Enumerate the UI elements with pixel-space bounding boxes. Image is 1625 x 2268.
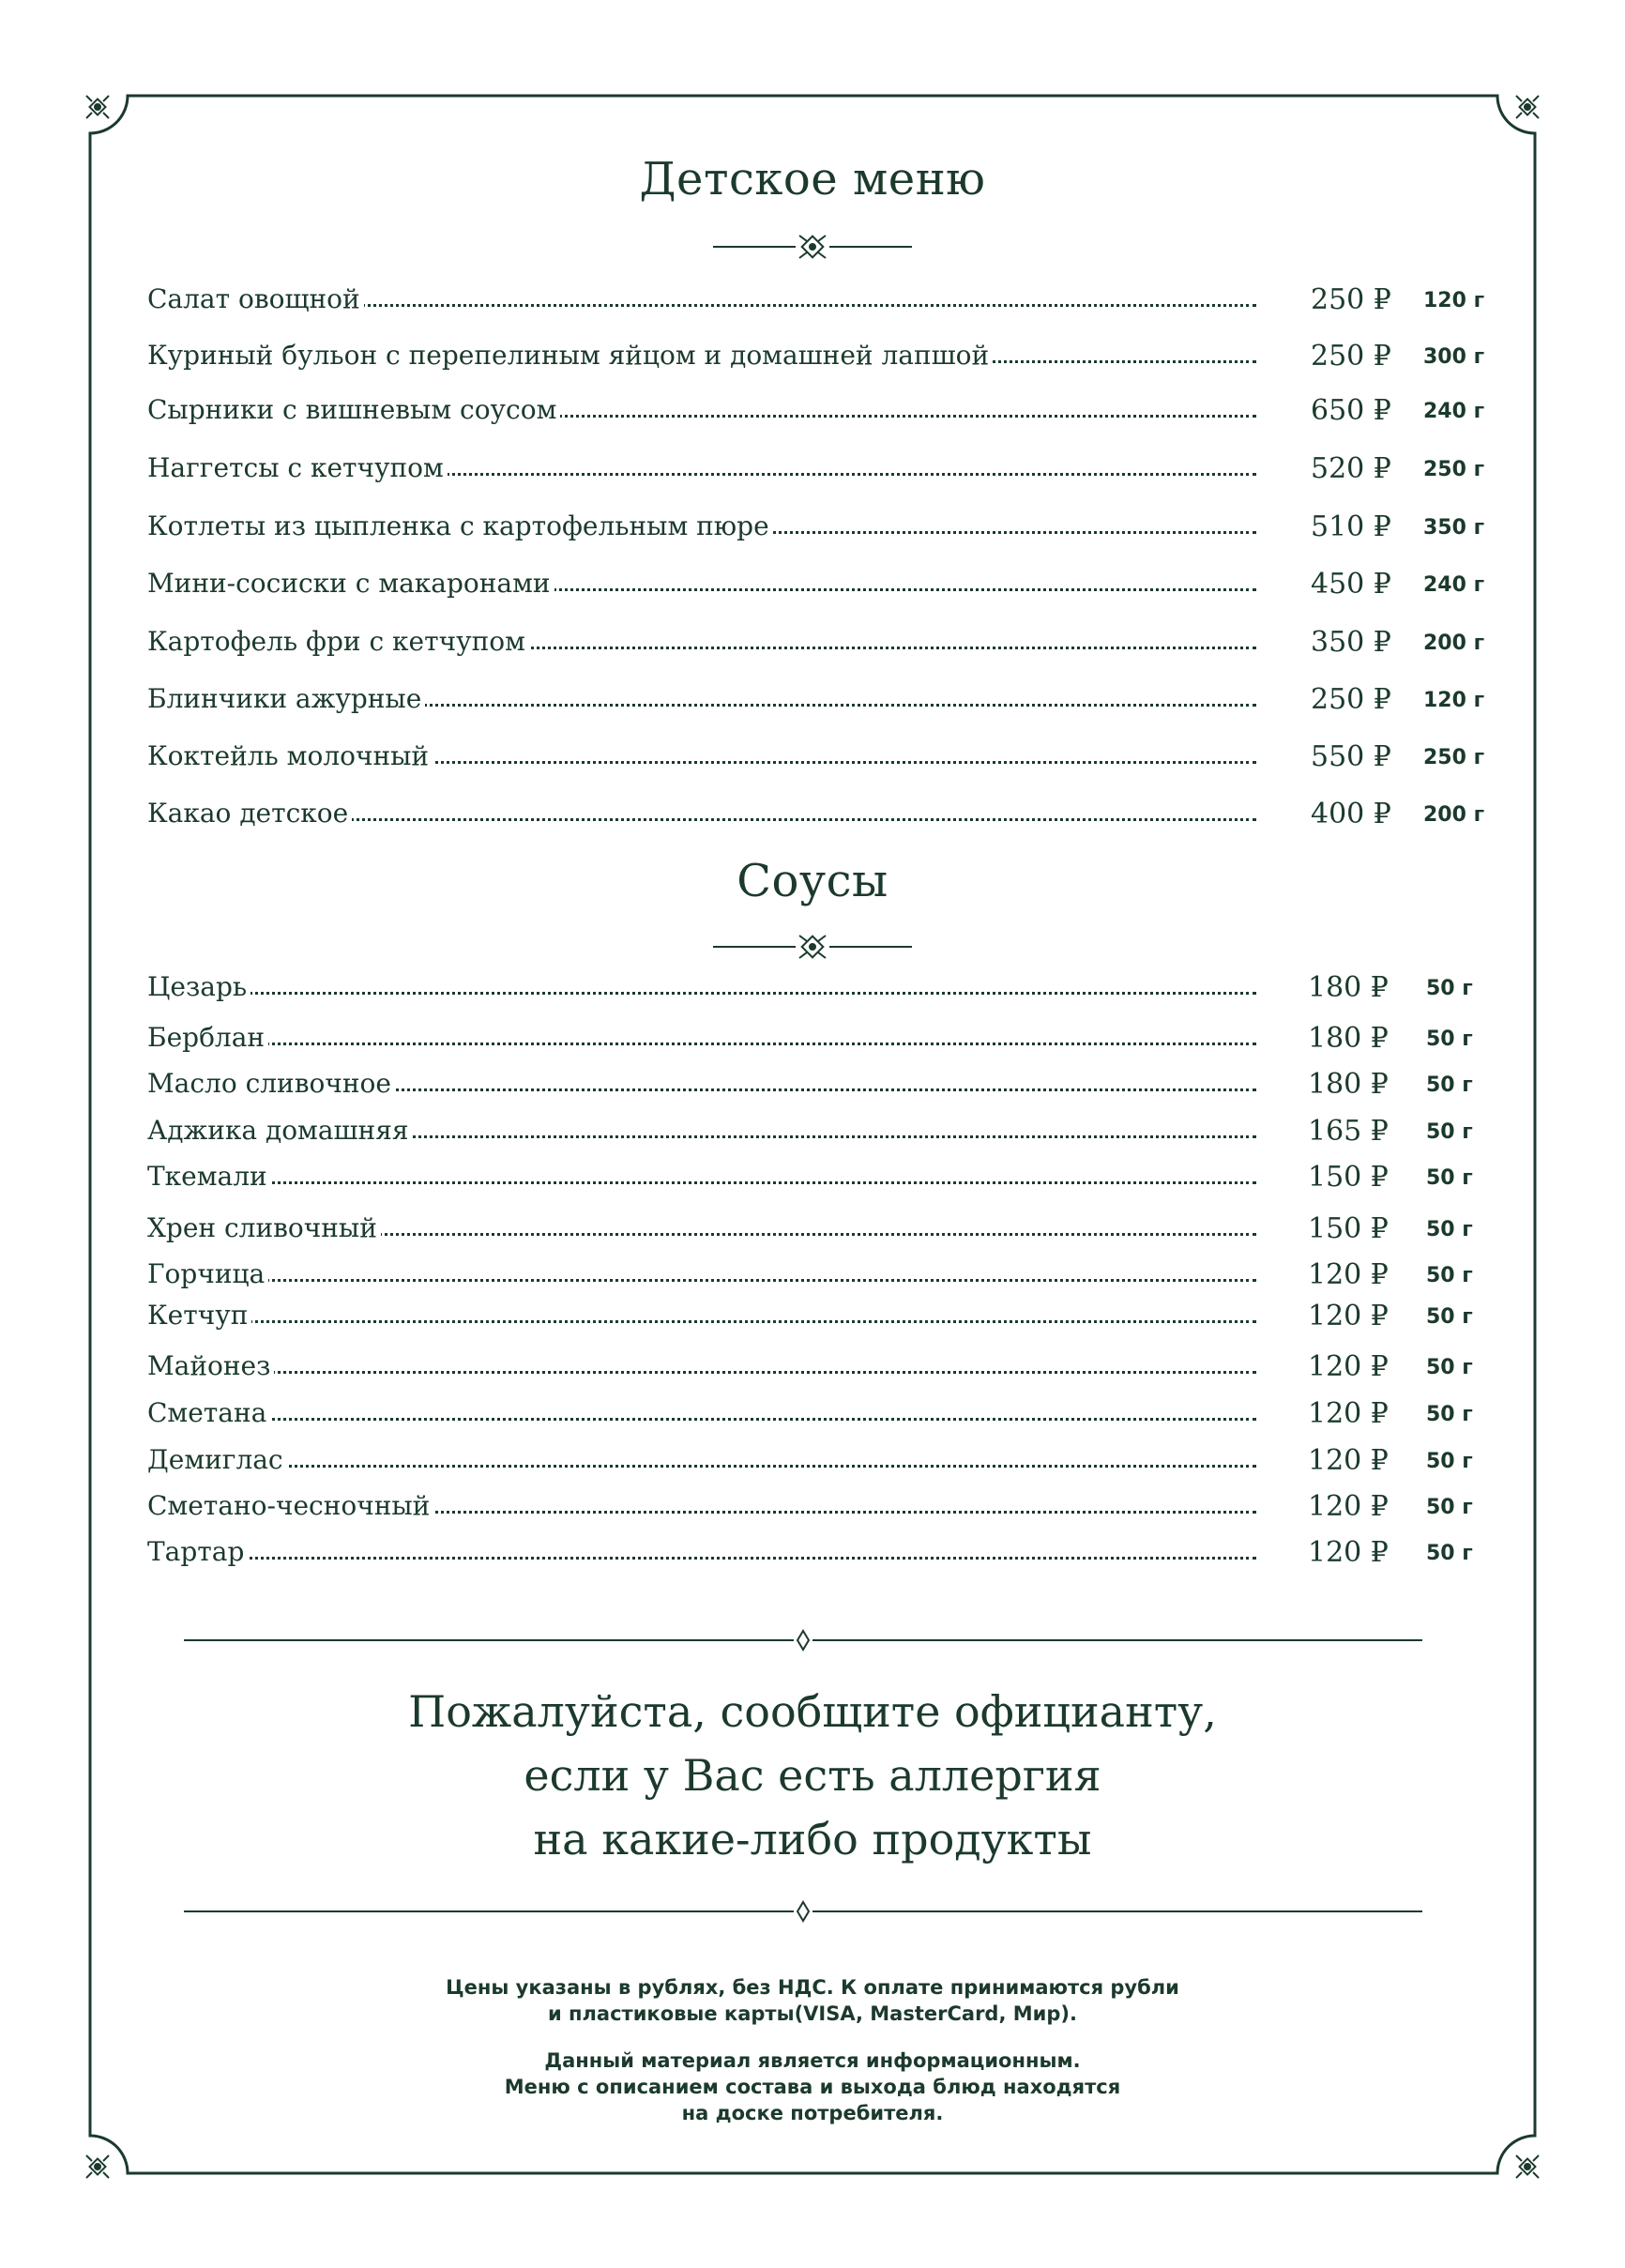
- menu-item-name: Берблан: [147, 1022, 268, 1053]
- menu-item-price: 150 ₽: [1308, 1161, 1389, 1194]
- menu-item-name: Какао детское: [147, 798, 352, 829]
- menu-item-row: [147, 1439, 1489, 1477]
- menu-item-weight: 50 г: [1426, 1120, 1473, 1144]
- menu-item-price: 120 ₽: [1308, 1300, 1389, 1332]
- menu-item-price: 120 ₽: [1308, 1444, 1389, 1477]
- menu-item-weight: 50 г: [1426, 1166, 1473, 1190]
- menu-item-price: 250 ₽: [1311, 283, 1391, 316]
- menu-item-price: 120 ₽: [1308, 1350, 1389, 1383]
- menu-item-price: 120 ₽: [1308, 1536, 1389, 1569]
- allergy-notice: [0, 1680, 1625, 1871]
- menu-item-weight: 50 г: [1426, 1542, 1473, 1565]
- menu-item-row: [147, 279, 1489, 316]
- menu-item-row: [147, 1254, 1489, 1291]
- ornament-rule-icon: [184, 1900, 1422, 1923]
- menu-item-price: 650 ₽: [1311, 394, 1391, 427]
- menu-item-weight: 120 г: [1423, 689, 1485, 712]
- menu-item-name: Цезарь: [147, 971, 251, 1002]
- menu-item-row: [147, 1063, 1489, 1101]
- menu-item-weight: 240 г: [1423, 573, 1485, 597]
- menu-item-row: [147, 1017, 1489, 1055]
- menu-item-name: Масло сливочное: [147, 1068, 395, 1099]
- menu-item-weight: 250 г: [1423, 746, 1485, 769]
- menu-item-price: 250 ₽: [1311, 340, 1391, 373]
- menu-item-row: [147, 1346, 1489, 1383]
- info-line: Меню с описанием состава и выхода блюд находятся: [504, 2076, 1121, 2098]
- menu-item-price: 120 ₽: [1308, 1258, 1389, 1291]
- menu-item-price: 510 ₽: [1311, 510, 1391, 543]
- menu-item-weight: 50 г: [1426, 1450, 1473, 1473]
- menu-item-name: Хрен сливочный: [147, 1212, 381, 1243]
- ornament-rule-icon: [184, 1629, 1422, 1652]
- menu-item-weight: 50 г: [1426, 1073, 1473, 1097]
- menu-item-price: 350 ₽: [1311, 626, 1391, 659]
- info-line: Данный материал является информационным.: [544, 2049, 1081, 2072]
- dot-leader: [147, 1418, 1256, 1421]
- menu-item-weight: 200 г: [1423, 632, 1485, 655]
- info-line: на доске потребителя.: [681, 2102, 944, 2124]
- menu-item-weight: 50 г: [1426, 1218, 1473, 1241]
- menu-item-price: 550 ₽: [1311, 740, 1391, 773]
- menu-item-price: 250 ₽: [1311, 683, 1391, 716]
- menu-item-price: 150 ₽: [1308, 1212, 1389, 1245]
- corner-ornament-icon: [1513, 93, 1541, 121]
- menu-item-row: [147, 1208, 1489, 1245]
- menu-item-name: Картофель фри с кетчупом: [147, 626, 529, 657]
- menu-item-weight: 250 г: [1423, 458, 1485, 481]
- menu-item-weight: 120 г: [1423, 289, 1485, 312]
- menu-item-weight: 50 г: [1426, 1027, 1473, 1051]
- menu-item-weight: 50 г: [1426, 1403, 1473, 1426]
- allergy-notice-line: если у Вас есть аллергия: [524, 1750, 1101, 1801]
- menu-item-weight: 50 г: [1426, 1496, 1473, 1519]
- menu-item-weight: 200 г: [1423, 803, 1485, 827]
- menu-item-row: [147, 335, 1489, 373]
- menu-item-name: Сметано-чесночный: [147, 1490, 433, 1521]
- allergy-notice-line: Пожалуйста, сообщите официанту,: [408, 1686, 1217, 1737]
- dot-leader: [147, 1320, 1256, 1323]
- payment-line: Цены указаны в рублях, без НДС. К оплате принимаются рубли: [446, 1976, 1179, 1999]
- ornament-divider-icon: [713, 933, 912, 961]
- dot-leader: [147, 992, 1256, 995]
- menu-item-name: Салат овощной: [147, 283, 364, 314]
- menu-item-name: Сметана: [147, 1397, 270, 1428]
- menu-item-name: Мини-сосиски с макаронами: [147, 568, 554, 599]
- menu-item-price: 180 ₽: [1308, 1068, 1389, 1101]
- menu-item-row: [147, 1110, 1489, 1148]
- menu-item-name: Аджика домашняя: [147, 1115, 413, 1146]
- menu-item-weight: 50 г: [1426, 977, 1473, 1000]
- corner-ornament-icon: [1513, 2153, 1541, 2181]
- menu-item-row: [147, 736, 1489, 773]
- menu-item-row: [147, 1531, 1489, 1569]
- payment-footnote: [0, 1974, 1625, 2027]
- dot-leader: [147, 1371, 1256, 1374]
- menu-item-name: Наггетсы с кетчупом: [147, 452, 448, 483]
- menu-item-name: Коктейль молочный: [147, 740, 433, 771]
- dot-leader: [147, 1043, 1256, 1045]
- menu-item-row: [147, 621, 1489, 659]
- allergy-notice-line: на какие-либо продукты: [533, 1814, 1092, 1865]
- payment-line: и пластиковые карты(VISA, MasterCard, Мир).: [548, 2002, 1077, 2025]
- dot-leader: [147, 1557, 1256, 1560]
- ornament-divider-icon: [713, 233, 912, 261]
- menu-item-name: Кетчуп: [147, 1300, 251, 1331]
- menu-item-row: [147, 793, 1489, 830]
- sauces-title: Соусы: [737, 855, 888, 907]
- menu-item-price: 520 ₽: [1311, 452, 1391, 485]
- menu-item-name: Демиглас: [147, 1444, 287, 1475]
- menu-item-name: Ткемали: [147, 1161, 271, 1192]
- corner-ornament-icon: [84, 2153, 112, 2181]
- menu-item-price: 120 ₽: [1308, 1490, 1389, 1523]
- menu-item-price: 180 ₽: [1308, 1022, 1389, 1055]
- menu-item-row: [147, 678, 1489, 716]
- menu-item-price: 120 ₽: [1308, 1397, 1389, 1430]
- menu-item-weight: 50 г: [1426, 1305, 1473, 1329]
- menu-item-row: [147, 967, 1489, 1004]
- menu-item-row: [147, 1156, 1489, 1194]
- menu-item-name: Сырники с вишневым соусом: [147, 394, 560, 425]
- menu-item-row: [147, 1295, 1489, 1332]
- menu-item-price: 450 ₽: [1311, 568, 1391, 601]
- dot-leader: [147, 1465, 1256, 1468]
- menu-item-name: Блинчики ажурные: [147, 683, 425, 714]
- menu-item-price: 180 ₽: [1308, 971, 1389, 1004]
- menu-item-weight: 350 г: [1423, 516, 1485, 540]
- menu-item-row: [147, 1393, 1489, 1430]
- menu-item-price: 165 ₽: [1308, 1115, 1389, 1148]
- info-footnote: [0, 2047, 1625, 2126]
- menu-item-row: [147, 389, 1489, 427]
- menu-item-weight: 240 г: [1423, 400, 1485, 423]
- dot-leader: [147, 1181, 1256, 1184]
- menu-item-name: Котлеты из цыпленка с картофельным пюре: [147, 510, 773, 541]
- menu-item-name: Тартар: [147, 1536, 248, 1567]
- menu-item-row: [147, 563, 1489, 601]
- kids-menu-title: Детское меню: [639, 153, 986, 205]
- menu-item-weight: 300 г: [1423, 345, 1485, 369]
- corner-ornament-icon: [84, 93, 112, 121]
- menu-item-weight: 50 г: [1426, 1356, 1473, 1379]
- menu-item-name: Горчица: [147, 1258, 268, 1289]
- menu-item-name: Куриный бульон с перепелиным яйцом и домашней лапшой: [147, 340, 993, 371]
- menu-item-price: 400 ₽: [1311, 798, 1391, 830]
- menu-item-row: [147, 1485, 1489, 1523]
- menu-item-name: Майонез: [147, 1350, 274, 1381]
- menu-item-row: [147, 506, 1489, 543]
- dot-leader: [147, 1279, 1256, 1282]
- menu-item-row: [147, 448, 1489, 485]
- menu-item-weight: 50 г: [1426, 1264, 1473, 1287]
